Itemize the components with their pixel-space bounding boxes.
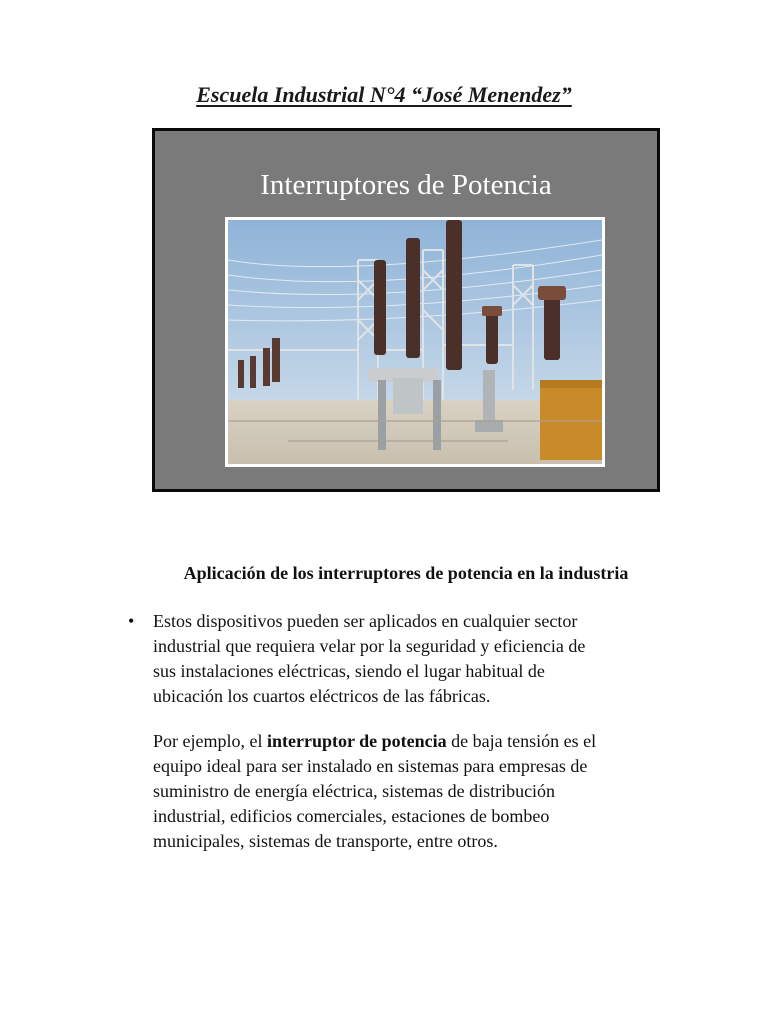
bullet-icon: • xyxy=(128,611,135,631)
example-intro: Por ejemplo, el xyxy=(153,731,267,751)
bullet-line: industrial que requiera velar por la seguridad y eficiencia de xyxy=(153,636,586,656)
bullet-line: Estos dispositivos pueden ser aplicados en cualquier sector xyxy=(153,611,578,631)
example-line: equipo ideal para ser instalado en sistemas para empresas de xyxy=(153,756,588,776)
substation-illustration xyxy=(228,220,602,464)
example-first-line xyxy=(153,729,653,754)
example-bold-term: interruptor de potencia xyxy=(266,731,447,751)
slide-title: Interruptores de Potencia xyxy=(260,169,552,201)
example-paragraph xyxy=(153,729,653,854)
example-rest: de baja tensión es el xyxy=(446,731,597,751)
example-line: industrial, edificios comerciales, estaciones de bombeo xyxy=(153,806,550,826)
slide-figure xyxy=(152,128,660,492)
example-line: suministro de energía eléctrica, sistemas de distribución xyxy=(153,781,556,801)
bullet-line: sus instalaciones eléctricas, siendo el lugar habitual de xyxy=(153,661,545,681)
section-heading: Aplicación de los interruptores de potencia en la industria xyxy=(183,563,629,583)
bullet-line: ubicación los cuartos eléctricos de las fábricas. xyxy=(153,686,491,706)
example-line: municipales, sistemas de transporte, entre otros. xyxy=(153,831,498,851)
bullet-paragraph xyxy=(153,609,653,709)
document-title: Escuela Industrial N°4 “José Menendez” xyxy=(196,82,572,107)
substation-photo xyxy=(225,217,605,467)
